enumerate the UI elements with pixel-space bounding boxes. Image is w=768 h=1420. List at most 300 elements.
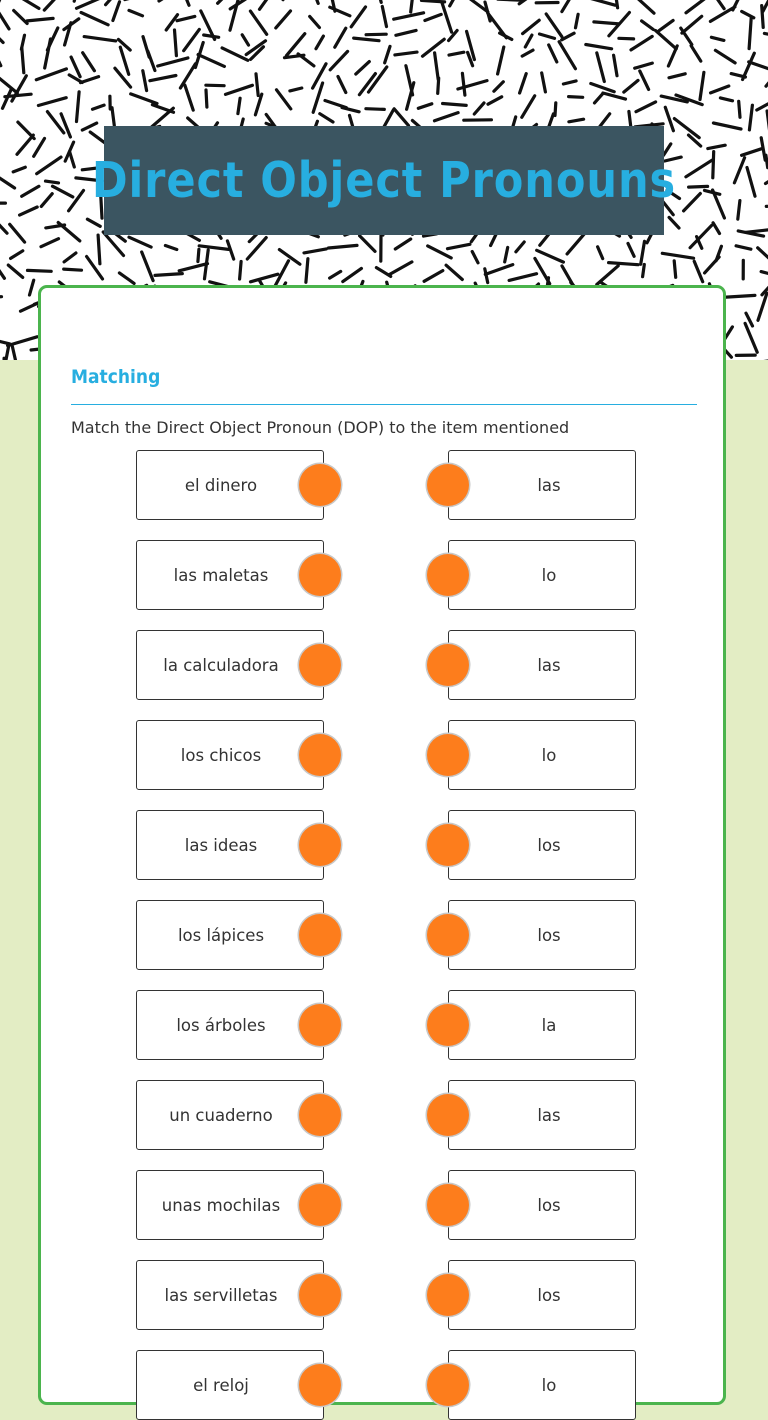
right-item-box[interactable]: [448, 720, 636, 790]
pattern-stroke: [549, 114, 554, 127]
pattern-stroke: [148, 51, 155, 70]
pattern-stroke: [351, 7, 365, 27]
pattern-stroke: [438, 78, 439, 93]
pattern-stroke: [761, 272, 768, 278]
pattern-stroke: [98, 235, 100, 264]
pattern-stroke: [640, 71, 649, 89]
pattern-stroke: [542, 73, 546, 92]
pattern-stroke: [708, 145, 725, 148]
pattern-stroke: [450, 0, 459, 6]
right-item-label: lo: [542, 746, 557, 765]
pattern-stroke: [22, 48, 24, 73]
pattern-stroke: [119, 273, 134, 284]
pattern-stroke: [298, 54, 314, 66]
pattern-stroke: [705, 257, 720, 273]
left-item-label: un cuaderno: [169, 1106, 272, 1125]
pattern-stroke: [199, 246, 228, 250]
pattern-stroke: [443, 104, 467, 106]
pattern-stroke: [106, 0, 119, 5]
pattern-stroke: [656, 31, 677, 49]
pattern-stroke: [747, 168, 755, 197]
pattern-stroke: [462, 73, 465, 95]
pattern-stroke: [0, 297, 2, 298]
pattern-stroke: [330, 271, 341, 278]
pattern-stroke: [726, 295, 755, 297]
pattern-stroke: [711, 37, 724, 40]
pattern-stroke: [713, 152, 714, 178]
pattern-stroke: [226, 85, 253, 94]
pattern-stroke: [58, 223, 80, 241]
pattern-stroke: [256, 74, 258, 96]
pattern-stroke: [0, 265, 4, 278]
pattern-stroke: [185, 85, 193, 110]
left-item-label: los lápices: [178, 926, 264, 945]
pattern-stroke: [354, 38, 379, 41]
right-connector-dot[interactable]: [427, 1364, 469, 1406]
pattern-stroke: [474, 103, 484, 114]
pattern-stroke: [175, 30, 177, 56]
pattern-stroke: [522, 50, 533, 56]
left-item-box[interactable]: [136, 630, 324, 700]
pattern-stroke: [691, 46, 701, 61]
right-connector-dot[interactable]: [427, 1094, 469, 1136]
left-connector-dot[interactable]: [299, 554, 341, 596]
pattern-stroke: [713, 123, 741, 129]
pattern-stroke: [738, 201, 740, 220]
right-connector-dot[interactable]: [427, 824, 469, 866]
pattern-stroke: [366, 34, 386, 35]
pattern-stroke: [766, 155, 768, 168]
right-item-box[interactable]: [448, 810, 636, 880]
pattern-stroke: [3, 89, 12, 109]
pattern-stroke: [70, 152, 75, 167]
worksheet-card: [38, 285, 726, 1405]
left-connector-dot[interactable]: [299, 824, 341, 866]
pattern-stroke: [424, 271, 443, 282]
left-item-label: los árboles: [176, 1016, 265, 1035]
pattern-stroke: [0, 23, 3, 43]
left-connector-dot[interactable]: [299, 464, 341, 506]
left-connector-dot[interactable]: [299, 1184, 341, 1226]
left-item-box[interactable]: [136, 810, 324, 880]
pattern-stroke: [129, 10, 143, 15]
left-item-box[interactable]: [136, 990, 324, 1060]
pattern-stroke: [310, 16, 320, 27]
pattern-stroke: [251, 274, 278, 282]
pattern-stroke: [641, 241, 645, 264]
pattern-stroke: [366, 109, 384, 110]
pattern-stroke: [260, 0, 268, 9]
pattern-stroke: [131, 94, 157, 104]
left-item-box[interactable]: [136, 1260, 324, 1330]
pattern-stroke: [222, 48, 248, 60]
right-item-label: las: [537, 656, 560, 675]
pattern-stroke: [757, 101, 768, 111]
left-item-label: la calculadora: [163, 656, 278, 675]
pattern-stroke: [316, 36, 323, 49]
pattern-stroke: [563, 81, 576, 84]
pattern-stroke: [83, 53, 95, 71]
pattern-stroke: [129, 237, 151, 247]
pattern-stroke: [742, 149, 762, 156]
pattern-stroke: [343, 268, 362, 281]
pattern-stroke: [41, 194, 52, 207]
pattern-stroke: [69, 190, 84, 210]
pattern-stroke: [635, 63, 653, 68]
pattern-stroke: [394, 13, 424, 19]
pattern-stroke: [20, 207, 38, 215]
pattern-stroke: [177, 16, 195, 20]
section-divider: [71, 404, 697, 405]
pattern-stroke: [290, 88, 302, 91]
right-connector-dot[interactable]: [427, 464, 469, 506]
pattern-stroke: [674, 119, 699, 138]
left-connector-dot[interactable]: [299, 644, 341, 686]
pattern-stroke: [276, 11, 291, 28]
left-connector-dot[interactable]: [299, 1094, 341, 1136]
pattern-stroke: [448, 244, 470, 248]
right-item-label: los: [537, 926, 560, 945]
pattern-stroke: [715, 50, 735, 63]
pattern-stroke: [306, 259, 308, 283]
left-connector-dot[interactable]: [299, 914, 341, 956]
instructions-text: Match the Direct Object Pronoun (DOP) to the item mentioned: [71, 418, 569, 437]
pattern-stroke: [330, 7, 350, 16]
pattern-stroke: [77, 0, 104, 8]
pattern-stroke: [12, 346, 18, 360]
pattern-stroke: [520, 74, 527, 93]
pattern-stroke: [166, 15, 177, 30]
right-item-box[interactable]: [448, 1350, 636, 1420]
right-connector-dot[interactable]: [427, 1274, 469, 1316]
left-item-box[interactable]: [136, 450, 324, 520]
pattern-stroke: [113, 2, 120, 21]
pattern-stroke: [425, 14, 441, 20]
pattern-stroke: [540, 34, 555, 38]
left-connector-dot[interactable]: [299, 734, 341, 776]
pattern-stroke: [749, 18, 751, 49]
pattern-stroke: [184, 29, 200, 50]
pattern-stroke: [22, 186, 39, 196]
pattern-stroke: [143, 71, 147, 91]
pattern-stroke: [30, 280, 34, 295]
pattern-stroke: [382, 6, 386, 26]
right-item-label: las: [537, 476, 560, 495]
pattern-stroke: [758, 248, 768, 265]
pattern-stroke: [93, 105, 105, 109]
pattern-stroke: [255, 94, 261, 115]
pattern-stroke: [642, 21, 654, 30]
pattern-stroke: [537, 250, 564, 262]
pattern-stroke: [516, 242, 524, 252]
pattern-stroke: [764, 33, 768, 36]
right-connector-dot[interactable]: [427, 734, 469, 776]
pattern-stroke: [411, 0, 415, 12]
pattern-stroke: [158, 58, 188, 66]
pattern-stroke: [64, 253, 76, 262]
pattern-stroke: [0, 43, 1, 65]
pattern-stroke: [668, 46, 677, 66]
pattern-stroke: [689, 186, 708, 187]
pattern-stroke: [555, 103, 556, 116]
left-connector-dot[interactable]: [299, 1274, 341, 1316]
pattern-stroke: [0, 175, 15, 188]
pattern-stroke: [598, 247, 603, 259]
right-item-box[interactable]: [448, 900, 636, 970]
pattern-stroke: [165, 246, 176, 250]
left-item-label: el dinero: [185, 476, 257, 495]
right-item-label: los: [537, 1286, 560, 1305]
pattern-stroke: [0, 7, 9, 29]
pattern-stroke: [45, 39, 51, 68]
pattern-stroke: [112, 108, 114, 126]
pattern-stroke: [329, 245, 358, 248]
pattern-stroke: [218, 0, 230, 3]
pattern-stroke: [586, 45, 612, 49]
pattern-stroke: [238, 98, 240, 113]
pattern-stroke: [84, 37, 116, 41]
pattern-stroke: [717, 0, 724, 9]
pattern-stroke: [763, 0, 768, 11]
pattern-stroke: [286, 34, 304, 56]
left-item-box[interactable]: [136, 1350, 324, 1420]
pattern-stroke: [250, 11, 266, 34]
pattern-stroke: [682, 16, 702, 33]
pattern-stroke: [53, 186, 73, 197]
pattern-stroke: [77, 92, 80, 122]
pattern-stroke: [389, 262, 412, 275]
pattern-stroke: [17, 135, 33, 154]
right-item-box[interactable]: [448, 540, 636, 610]
pattern-stroke: [0, 75, 17, 94]
pattern-stroke: [569, 119, 584, 122]
left-item-box[interactable]: [136, 1080, 324, 1150]
pattern-stroke: [720, 98, 732, 101]
pattern-stroke: [505, 247, 508, 262]
right-connector-dot[interactable]: [427, 1184, 469, 1226]
pattern-stroke: [449, 52, 464, 55]
left-item-box[interactable]: [136, 720, 324, 790]
pattern-stroke: [8, 265, 22, 277]
pattern-stroke: [711, 86, 729, 93]
pattern-stroke: [396, 30, 416, 35]
right-item-box[interactable]: [448, 1170, 636, 1240]
right-connector-dot[interactable]: [427, 914, 469, 956]
pattern-stroke: [523, 20, 540, 33]
pattern-stroke: [335, 28, 346, 47]
left-item-box[interactable]: [136, 900, 324, 970]
pattern-stroke: [525, 35, 532, 47]
right-item-box[interactable]: [448, 990, 636, 1060]
pattern-stroke: [736, 246, 751, 249]
pattern-stroke: [576, 14, 579, 27]
pattern-stroke: [230, 0, 238, 30]
pattern-stroke: [472, 252, 478, 263]
pattern-stroke: [546, 14, 562, 37]
pattern-stroke: [665, 107, 673, 130]
pattern-stroke: [595, 94, 603, 103]
pattern-stroke: [82, 123, 96, 130]
left-item-box[interactable]: [136, 540, 324, 610]
pattern-stroke: [28, 270, 52, 271]
pattern-stroke: [662, 253, 693, 258]
pattern-stroke: [713, 223, 719, 234]
right-item-box[interactable]: [448, 1080, 636, 1150]
pattern-stroke: [338, 77, 346, 93]
pattern-stroke: [81, 77, 99, 83]
pattern-stroke: [739, 101, 740, 117]
pattern-stroke: [591, 84, 614, 92]
pattern-stroke: [159, 0, 172, 1]
pattern-stroke: [342, 108, 359, 112]
pattern-stroke: [11, 251, 23, 259]
pattern-stroke: [14, 0, 39, 8]
pattern-stroke: [87, 219, 100, 226]
pattern-stroke: [522, 96, 535, 118]
right-item-label: los: [537, 1196, 560, 1215]
pattern-stroke: [418, 104, 432, 109]
section-heading: Matching: [71, 366, 160, 388]
pattern-stroke: [435, 53, 439, 80]
pattern-stroke: [684, 194, 701, 211]
right-connector-dot[interactable]: [427, 554, 469, 596]
right-item-box[interactable]: [448, 1260, 636, 1330]
pattern-stroke: [686, 160, 712, 177]
right-item-box[interactable]: [448, 630, 636, 700]
pattern-stroke: [749, 62, 768, 70]
left-item-label: las ideas: [185, 836, 257, 855]
pattern-stroke: [311, 0, 318, 3]
pattern-stroke: [330, 51, 347, 69]
pattern-stroke: [14, 11, 27, 24]
pattern-stroke: [38, 98, 66, 106]
pattern-stroke: [488, 97, 502, 104]
pattern-stroke: [674, 261, 676, 278]
pattern-stroke: [356, 62, 370, 75]
pattern-stroke: [597, 53, 605, 82]
left-item-label: unas mochilas: [162, 1196, 280, 1215]
right-connector-dot[interactable]: [427, 644, 469, 686]
pattern-stroke: [746, 229, 768, 232]
left-item-box[interactable]: [136, 1170, 324, 1240]
pattern-stroke: [659, 20, 673, 30]
pattern-stroke: [0, 0, 8, 10]
left-connector-dot[interactable]: [299, 1364, 341, 1406]
pattern-stroke: [609, 263, 638, 265]
pattern-stroke: [198, 55, 224, 67]
pattern-stroke: [509, 274, 536, 281]
pattern-stroke: [435, 113, 459, 121]
pattern-stroke: [204, 35, 219, 37]
pattern-stroke: [394, 109, 408, 126]
pattern-stroke: [120, 47, 128, 74]
pattern-stroke: [34, 138, 45, 156]
pattern-stroke: [36, 69, 66, 80]
pattern-stroke: [206, 90, 207, 107]
pattern-stroke: [360, 236, 375, 252]
pattern-stroke: [669, 74, 685, 78]
pattern-stroke: [181, 0, 189, 5]
left-connector-dot[interactable]: [299, 1004, 341, 1046]
pattern-stroke: [385, 46, 390, 62]
pattern-stroke: [569, 97, 583, 98]
pattern-stroke: [27, 18, 53, 21]
pattern-stroke: [594, 22, 619, 24]
pattern-stroke: [669, 217, 679, 228]
pattern-stroke: [549, 45, 557, 62]
pattern-stroke: [694, 261, 703, 281]
pattern-stroke: [395, 52, 417, 55]
left-item-label: las servilletas: [165, 1286, 278, 1305]
pattern-stroke: [150, 76, 176, 81]
left-item-label: el reloj: [193, 1376, 249, 1395]
right-item-box[interactable]: [448, 450, 636, 520]
pattern-stroke: [277, 90, 291, 109]
pattern-stroke: [559, 42, 575, 69]
pattern-stroke: [643, 265, 645, 277]
pattern-stroke: [586, 0, 616, 5]
right-connector-dot[interactable]: [427, 1004, 469, 1046]
pattern-stroke: [494, 82, 503, 91]
pattern-stroke: [758, 358, 768, 360]
pattern-stroke: [446, 265, 462, 279]
pattern-stroke: [758, 293, 767, 320]
pattern-stroke: [179, 264, 207, 271]
pattern-stroke: [304, 249, 326, 253]
pattern-stroke: [37, 157, 61, 174]
pattern-stroke: [562, 33, 574, 40]
pattern-stroke: [762, 6, 764, 28]
pattern-stroke: [624, 80, 638, 92]
pattern-stroke: [0, 340, 10, 344]
pattern-stroke: [155, 274, 182, 276]
pattern-stroke: [64, 269, 82, 270]
pattern-stroke: [603, 93, 626, 99]
page-title: Direct Object Pronouns: [92, 152, 676, 209]
pattern-stroke: [74, 0, 78, 1]
pattern-stroke: [619, 38, 634, 39]
pattern-stroke: [628, 243, 634, 256]
left-item-label: las maletas: [174, 566, 269, 585]
pattern-stroke: [734, 158, 744, 183]
pattern-stroke: [206, 85, 224, 86]
pattern-stroke: [0, 221, 7, 233]
pattern-stroke: [395, 239, 410, 249]
pattern-stroke: [313, 64, 326, 88]
pattern-stroke: [71, 57, 80, 77]
pattern-stroke: [320, 114, 333, 122]
pattern-stroke: [44, 0, 57, 10]
right-item-label: lo: [542, 1376, 557, 1395]
pattern-stroke: [498, 47, 504, 74]
pattern-stroke: [240, 262, 242, 280]
pattern-stroke: [242, 35, 248, 45]
pattern-stroke: [377, 0, 381, 2]
pattern-stroke: [749, 105, 752, 130]
pattern-stroke: [205, 250, 209, 279]
pattern-stroke: [8, 337, 37, 346]
left-item-label: los chicos: [181, 746, 261, 765]
pattern-stroke: [562, 0, 577, 12]
pattern-stroke: [46, 181, 59, 183]
pattern-stroke: [614, 55, 617, 75]
pattern-stroke: [180, 64, 195, 88]
pattern-stroke: [10, 224, 25, 242]
right-item-label: lo: [542, 566, 557, 585]
pattern-stroke: [81, 13, 108, 25]
pattern-stroke: [198, 249, 199, 261]
pattern-stroke: [686, 0, 712, 13]
